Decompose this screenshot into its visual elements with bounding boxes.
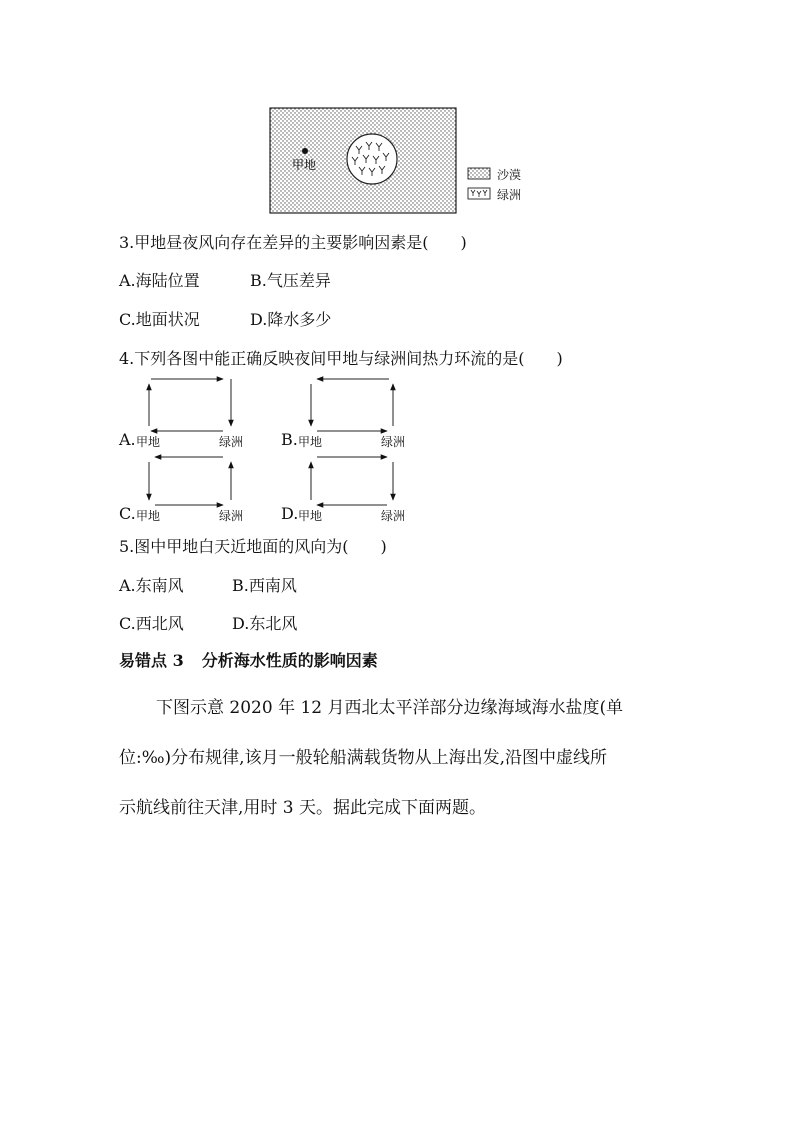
question-3-option-d[interactable]: D.降水多少 [250, 310, 332, 329]
desert-map-figure [268, 106, 532, 216]
question-5-option-b[interactable]: B.西南风 [232, 576, 297, 595]
diagram-d-arrows [311, 457, 393, 505]
diagram-c-right-label: 绿洲 [219, 509, 244, 523]
question-5-option-d[interactable]: D.东北风 [232, 614, 298, 633]
legend-desert-label: 沙漠 [497, 168, 522, 182]
desert-legend-swatch [468, 168, 490, 179]
diagram-a-arrows [149, 379, 231, 431]
question-3-option-c[interactable]: C.地面状况 [119, 310, 200, 329]
paragraph-line-1: 下图示意 2020 年 12 月西北太平洋部分边缘海域海水盐度(单 [156, 698, 624, 718]
diagram-b-left-label: 甲地 [298, 435, 323, 449]
diagram-d-right-label: 绿洲 [381, 509, 406, 523]
question-3-option-a[interactable]: A.海陆位置 [119, 271, 200, 290]
legend-oasis-label: 绿洲 [497, 188, 522, 202]
diagram-a-letter: A. [119, 430, 136, 449]
question-4-stem: 4.下列各图中能正确反映夜间甲地与绿洲间热力环流的是( ) [119, 349, 563, 368]
diagram-c-arrows [149, 457, 231, 505]
question-5-option-a[interactable]: A.东南风 [119, 576, 184, 595]
diagram-b-right-label: 绿洲 [381, 435, 406, 449]
question-5-option-c[interactable]: C.西北风 [119, 614, 184, 633]
section-heading [119, 651, 378, 671]
section-tag: 易错点 3 [119, 651, 184, 670]
question-3-option-b[interactable]: B.气压差异 [250, 271, 331, 290]
diagram-c-left-label: 甲地 [136, 509, 161, 523]
diagram-c-letter: C. [119, 504, 136, 523]
point-jiadi-marker [302, 148, 308, 154]
question-5-stem: 5.图中甲地白天近地面的风向为( ) [119, 537, 387, 556]
diagram-a-right-label: 绿洲 [219, 435, 244, 449]
diagram-d-letter: D. [281, 504, 299, 523]
diagram-a-left-label: 甲地 [136, 435, 161, 449]
section-title: 分析海水性质的影响因素 [201, 651, 378, 670]
point-jiadi-label: 甲地 [292, 158, 317, 172]
diagram-b-arrows [311, 379, 393, 431]
diagram-d-left-label: 甲地 [298, 509, 323, 523]
oasis-area [347, 134, 397, 184]
diagram-b-letter: B. [281, 430, 298, 449]
paragraph-line-3: 示航线前往天津,用时 3 天。据此完成下面两题。 [119, 798, 487, 818]
paragraph-line-2: 位:‰)分布规律,该月一般轮船满载货物从上海出发,沿图中虚线所 [119, 748, 607, 768]
question-3-stem: 3.甲地昼夜风向存在差异的主要影响因素是( ) [119, 233, 467, 252]
